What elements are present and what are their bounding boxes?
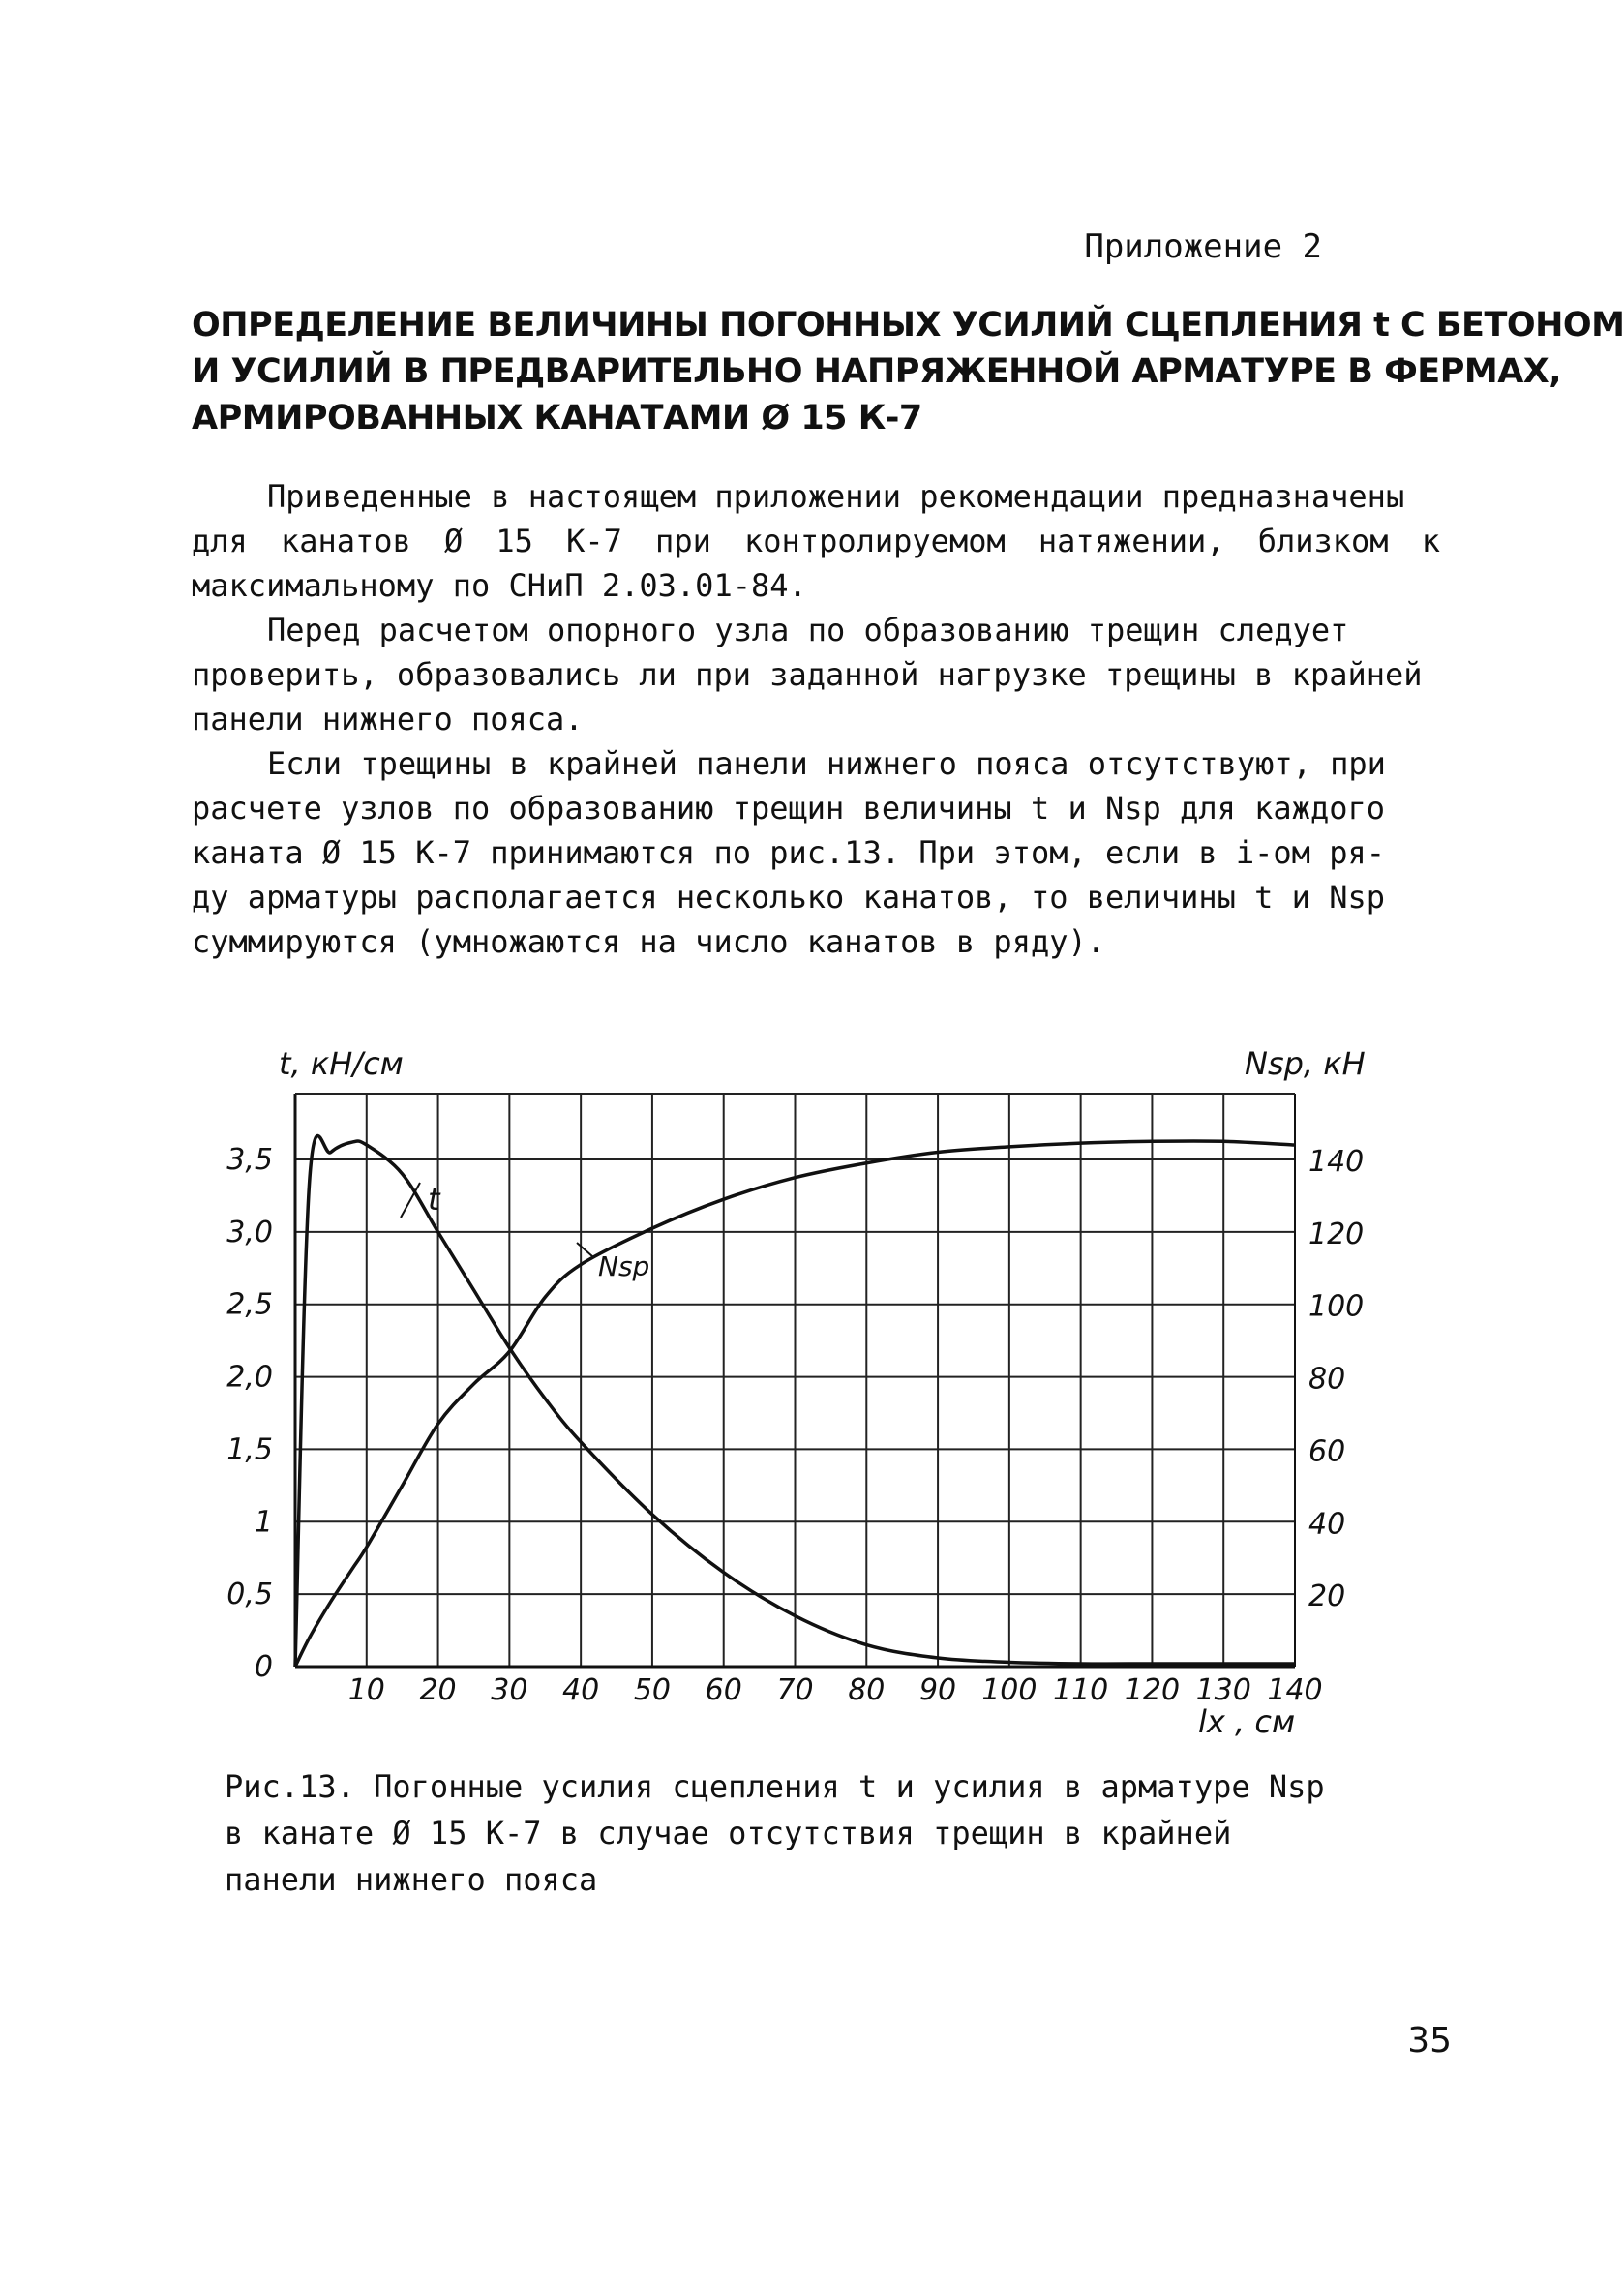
x-tick-label: 130 [1195,1673,1251,1707]
y-tick-label-left: 1,5 [226,1432,273,1467]
x-tick-label: 50 [633,1673,672,1707]
paragraph-line: ду арматуры располагается несколько канатов, то величины t и Nsp [192,879,1385,916]
paragraph-line: проверить, образовались ли при заданной нагрузке трещины в крайней [192,656,1423,693]
x-tick-label: 80 [848,1673,886,1707]
caption-line: в канате Ø 15 К-7 в случае отсутствия трещин в крайней [225,1815,1232,1851]
x-tick-label: 10 [347,1673,385,1707]
series-label-nsp: Nsp [598,1250,650,1282]
page-number: 35 [1407,2021,1452,2060]
figure-caption [225,1763,1325,1903]
y-tick-label-right: 100 [1308,1289,1365,1324]
paragraph-line: Перед расчетом опорного узла по образованию трещин следует [267,612,1349,648]
paragraph-line: Приведенные в настоящем приложении рекомендации предназначены [267,478,1405,515]
x-tick-label: 110 [1053,1673,1109,1707]
y-tick-label-right: 40 [1308,1507,1346,1542]
y-tick-label-right: 60 [1308,1434,1346,1469]
paragraph-line: расчете узлов по образованию трещин величины t и Nsp для каждого [192,790,1385,827]
y-tick-label-left: 3,5 [226,1143,273,1177]
x-axis-label: lx , см [1198,1703,1296,1740]
title-line: АРМИРОВАННЫХ КАНАТАМИ Ø 15 К-7 [192,399,922,437]
x-tick-label: 20 [419,1673,457,1707]
series-label-t: t [428,1181,440,1218]
y-axis-left-label: t, кН/см [279,1045,404,1082]
paragraph-line: Если трещины в крайней панели нижнего пояса отсутствуют, при [267,745,1386,782]
x-tick-label: 60 [705,1673,742,1707]
x-tick-label: 40 [562,1673,600,1707]
caption-line: Рис.13. Погонные усилия сцепления t и усилия в арматуре Nsp [225,1768,1325,1805]
x-tick-label: 100 [981,1673,1038,1707]
y-tick-label-left: 3,0 [226,1215,273,1249]
caption-line: панели нижнего пояса [225,1861,598,1898]
y-tick-label-left: 2,5 [226,1287,273,1322]
y-tick-label-right: 120 [1308,1217,1365,1251]
x-tick-label: 140 [1267,1673,1323,1707]
leader-line-nsp [577,1243,592,1256]
appendix-label: Приложение 2 [1084,227,1322,266]
y-tick-label-left: 2,0 [226,1360,273,1395]
paragraph-line: суммируются (умножаются на число канатов в ряду). [192,923,1106,960]
paragraph-line: каната Ø 15 К-7 принимаются по рис.13. При этом, если в i-ом ря- [192,834,1385,871]
title-line: ОПРЕДЕЛЕНИЕ ВЕЛИЧИНЫ ПОГОННЫХ УСИЛИЙ СЦЕПЛЕНИЯ t С БЕТОНОМ [192,306,1624,345]
chart-grid [295,1094,1295,1667]
x-tick-label: 70 [776,1673,814,1707]
y-tick-label-left: 1 [254,1505,273,1540]
y-tick-label-left: 0,5 [226,1578,273,1612]
y-tick-label-right: 20 [1308,1579,1346,1614]
y-tick-label-right: 80 [1308,1362,1346,1397]
y-axis-right-label: Nsp, кН [1245,1045,1366,1082]
x-tick-label: 30 [491,1673,528,1707]
y-tick-label-left: 0 [254,1650,273,1684]
title-line: И УСИЛИЙ В ПРЕДВАРИТЕЛЬНО НАПРЯЖЕННОЙ АРМАТУРЕ В ФЕРМАХ, [192,352,1562,391]
x-tick-label: 120 [1124,1673,1181,1707]
y-tick-label-right: 140 [1308,1145,1365,1179]
paragraph-line: для канатов Ø 15 К-7 при контролируемом натяжении, близком к максимальному по СНиП 2.03.01-84. [192,523,1440,604]
x-tick-label: 90 [918,1673,957,1707]
paragraph-line: панели нижнего пояса. [192,701,584,737]
